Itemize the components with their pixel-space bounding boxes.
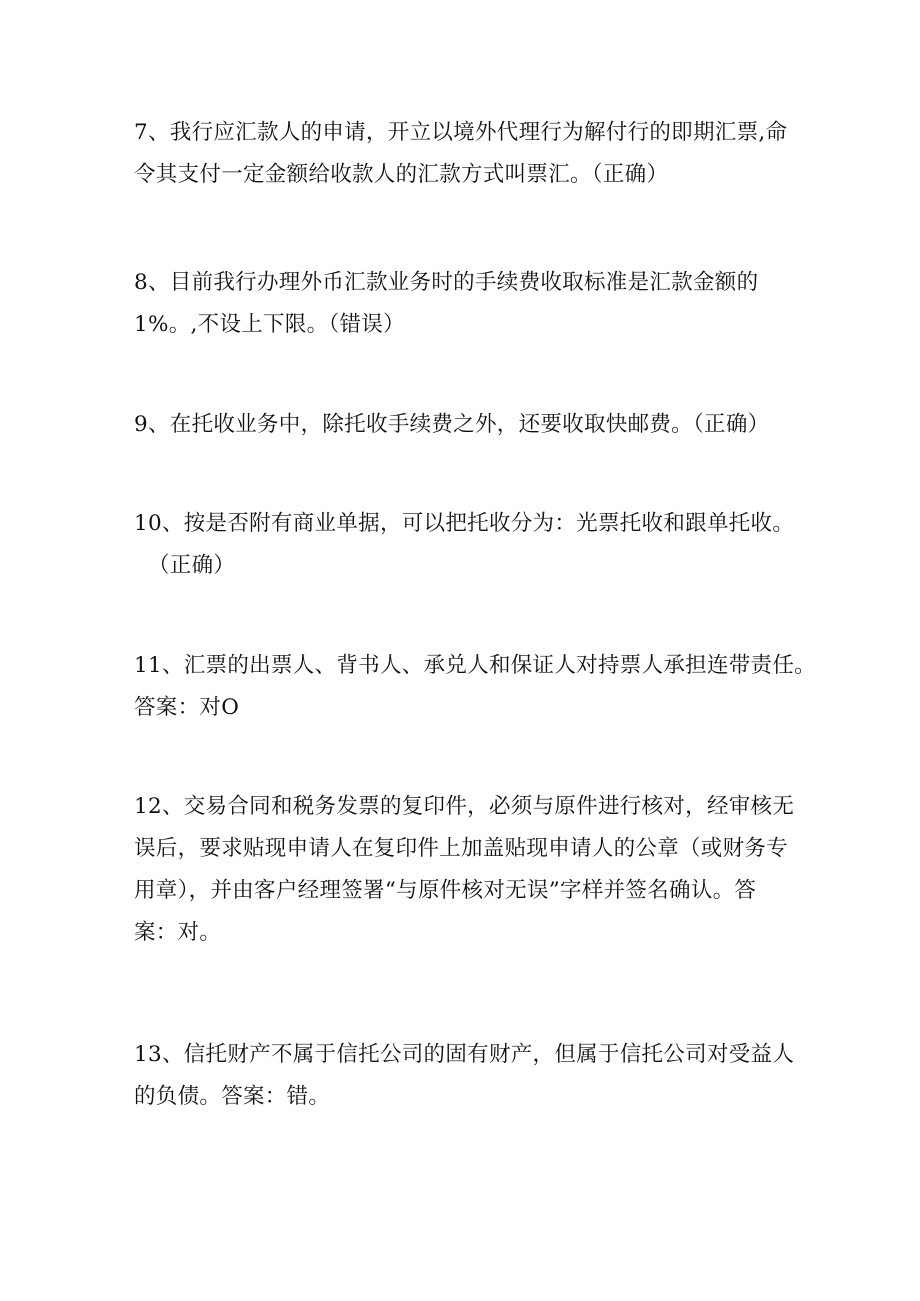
question-12-line-3: 用章），并由客户经理签署“与原件核对无误”字样并签名确认。答 [134, 878, 757, 903]
question-13-line-1: 13、信托财产不属于信托公司的固有财产，但属于信托公司对受益人 [134, 1042, 795, 1067]
question-8-line-1: 8、目前我行办理外币汇款业务时的手续费收取标准是汇款金额的 [134, 270, 759, 295]
question-12-line-1: 12、交易合同和税务发票的复印件，必须与原件进行核对，经审核无 [134, 794, 795, 819]
question-12-line-2: 误后，要求贴现申请人在复印件上加盖贴现申请人的公章（或财务专 [134, 836, 789, 861]
question-11-line-2: 答案：对O [134, 695, 240, 720]
question-7 [134, 112, 798, 196]
question-10 [134, 503, 798, 587]
question-13-line-2: 的负债。答案：错。 [134, 1084, 331, 1109]
question-11 [134, 645, 816, 729]
question-7-line-1: 7、我行应汇款人的申请，开立以境外代理行为解付行的即期汇票,命 [134, 120, 788, 145]
question-10-line-2: （正确） [148, 553, 236, 578]
question-12-line-4: 案：对。 [134, 920, 222, 945]
question-9 [134, 404, 798, 446]
question-12 [134, 786, 798, 954]
question-13 [134, 1034, 798, 1118]
question-7-line-2: 令其支付一定金额给收款人的汇款方式叫票汇。（正确） [134, 162, 669, 187]
question-8 [134, 262, 798, 346]
question-10-line-1: 10、按是否附有商业单据，可以把托收分为：光票托收和跟单托收。 [134, 511, 795, 536]
question-8-line-2: 1%。,不设上下限。（错误） [134, 312, 405, 337]
question-9-line-1: 9、在托收业务中，除托收手续费之外，还要收取快邮费。（正确） [134, 412, 770, 437]
question-11-line-1: 11、汇票的出票人、背书人、承兑人和保证人对持票人承担连带责任。 [134, 653, 816, 678]
